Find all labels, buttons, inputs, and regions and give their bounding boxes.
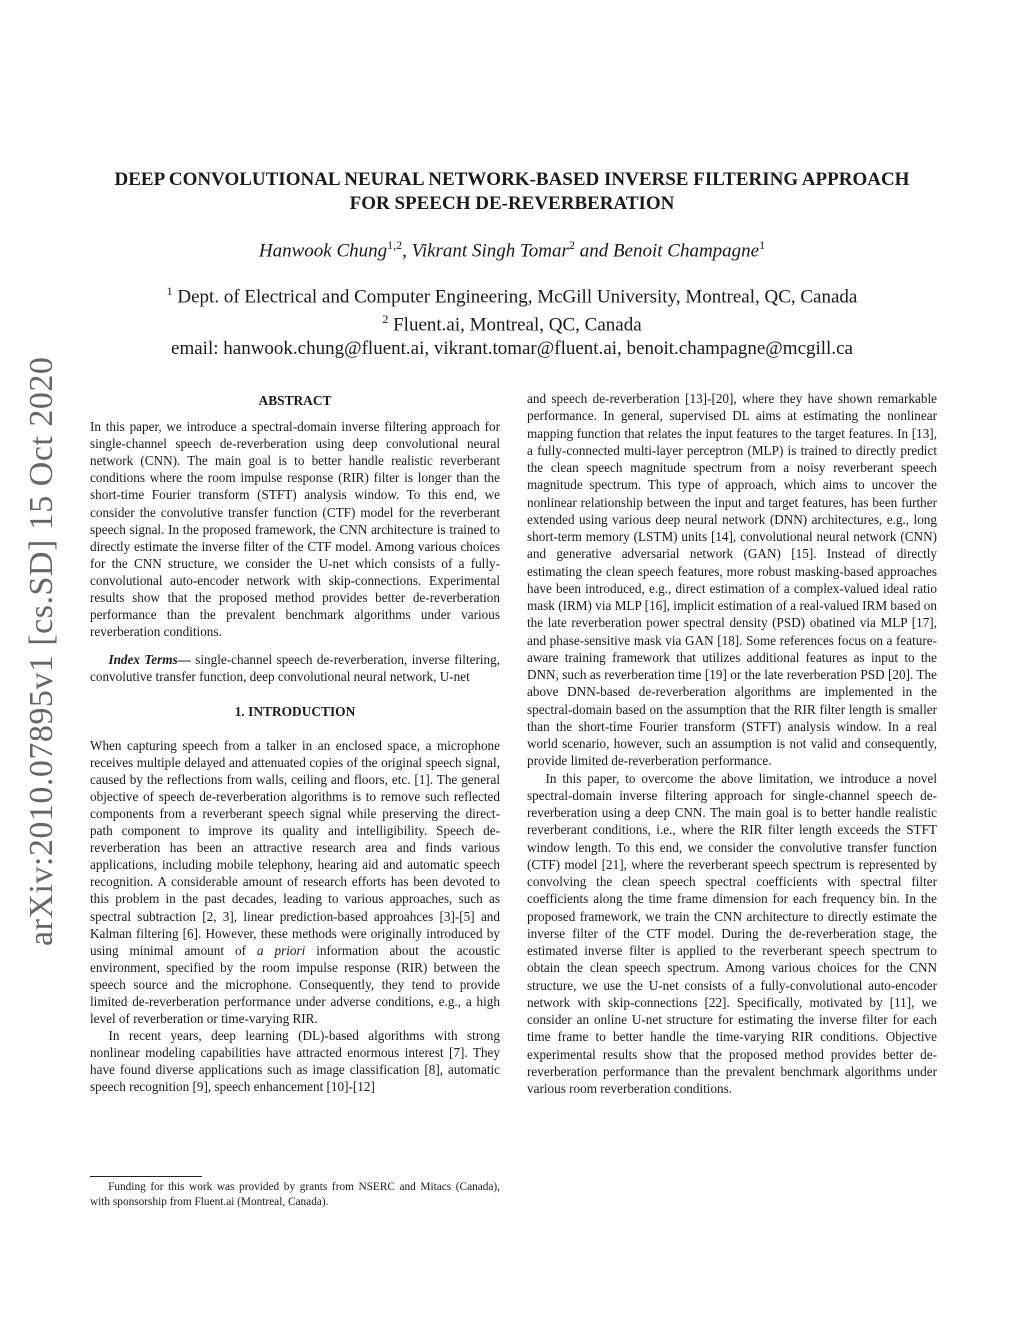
index-terms-text: single-channel speech de-reverberation, inverse filtering, convolutive transfer function, deep convolutional neural network, U-net	[90, 652, 500, 685]
author-1: Hanwook Chung	[258, 240, 388, 262]
intro-paragraph-3: and speech de-reverberation [13]-[20], where they have shown remarkable performance. In general, supervised DL aims at estimating the nonlinear mapping function that relates the input features to the target features. In [13], a fully-connected multi-layer perceptron (MLP) is trained to directly predict the clean speech magnitude spectrum from a noisy reverberant speech magnitude spectrum. This type of approach, which aims to uncover the nonlinear relationship between the input and target features, has been further extended using various deep neural network (DNN) architectures, e.g., long short-term memory (LSTM) units [14], convolutional neural network (CNN) and generative adversarial network (GAN) [15]. Instead of directly estimating the clean speech features, more robust masking-based approaches have been introduced, e.g., direct estimation of a complex-valued ideal ratio mask (IRM) via MLP [16], implicit estimation of a real-valued IRM based on the late reverberation power spectral density (PSD) obatined via MLP [17], and phase-sensitive mask via GAN [18]. Some references focus on a feature-aware training framework that utilizes additional features as input to the DNN, such as reverberation time [19] or the late reverberation PSD [20]. The above DNN-based de-reverberation algorithms are implemented in the spectral-domain based on the assumption that the RIR filter length is smaller than the short-time Fourier transform (STFT) analysis window. In a real world scenario, however, such an assumption is not valid and consequently, provide limited de-reverberation performance.	[527, 391, 937, 769]
left-column	[90, 392, 500, 1096]
abstract-heading: ABSTRACT	[258, 393, 332, 408]
affiliation-2-mark: 2	[382, 312, 389, 327]
index-terms	[90, 651, 500, 685]
paper-title	[60, 168, 964, 216]
abstract-text: In this paper, we introduce a spectral-domain inverse filtering approach for single-channel speech de-reverberation using deep convolutional neural network (CNN). The main goal is to better handle realistic reverberant conditions where the room impulse response (RIR) filter is longer than the short-time Fourier transform (STFT) analysis window. To this end, we consider the convolutive transfer function (CTF) model for the reverberant speech signal. In the proposed framework, the CNN architecture is trained to directly estimate the inverse filter of the CTF model. Among various choices for the CNN structure, we consider the U-net which consists of a fully-convolutional auto-encoder network with skip-connections. Experimental results show that the proposed method provides better de-reverberation performance than the prevalent benchmark algorithms under various reverberation conditions.	[90, 419, 500, 640]
author-3: and Benoit Champagne	[574, 240, 760, 262]
intro-p1-part-a: When capturing speech from a talker in an enclosed space, a microphone receives multiple delayed and attenuated copies of the original speech signal, caused by the reflections from walls, ceiling and floors, etc. [1]. The general objective of speech de-reverberation algorithms is to remove such reflected components from a reverberant speech signal while preserving the direct-path component to improve its quality and intelligibility. Speech de-reverberation has been an attractive research area and finds various applications, including mobile telephony, hearing aid and automatic speech recognition. A considerable amount of research efforts has been devoted to this problem in the past decades, leading to various approaches, such as spectral subtraction [2, 3], linear prediction-based approahces [3]-[5] and Kalman filtering [6]. However, these methods were originally introduced by using minimal amount of	[90, 737, 500, 958]
title-line-1: DEEP CONVOLUTIONAL NEURAL NETWORK-BASED INVERSE FILTERING APPROACH	[114, 169, 910, 190]
author-2: , Vikrant Singh Tomar	[402, 240, 569, 262]
intro-paragraph-4: In this paper, to overcome the above limitation, we introduce a novel spectral-domain inverse filtering approach for single-channel speech de-reverberation using a deep CNN. The main goal is to better handle realistic reverberant conditions, i.e., where the RIR filter length exceeds the STFT window length. To this end, we consider the convolutive transfer function (CTF) model [21], where the reverberant speech spectrum is represented by convolving the clean speech spectral coefficients with spectral filter coefficients along the time frame dimension for each frequency bin. In the proposed framework, we train the CNN architecture to directly estimate the inverse filter of the CTF model. During the de-reverberation stage, the estimated inverse filter is applied to the reverberant speech spectrum to obtain the clean speech spectrum. Among various choices for the CNN structure, we use the U-net consists of a fully-convolutional auto-encoder network with skip-connections [22]. Specifically, motivated by [11], we consider an online U-net structure for estimating the inverse filter for each time frame to better handle the time-varying RIR conditions. Objective experimental results show that the proposed method provides better de-reverberation performance than the prevalent benchmark algorithms under various room reverberation conditions.	[527, 770, 937, 1096]
introduction-heading: 1. INTRODUCTION	[234, 703, 356, 719]
funding-footnote: Funding for this work was provided by grants from NSERC and Mitacs (Canada), with sponsorship from Fluent.ai (Montreal, Canada).	[90, 1181, 500, 1208]
index-terms-label: Index Terms—	[108, 652, 191, 668]
footnote-divider	[90, 1176, 202, 1177]
affiliation-1-mark: 1	[166, 284, 173, 298]
right-column	[527, 390, 937, 1097]
affiliations	[60, 280, 964, 360]
author-1-affil: 1,2	[387, 238, 403, 252]
author-3-affil: 1	[759, 238, 766, 252]
affiliation-1-text: Dept. of Electrical and Computer Engineering, McGill University, Montreal, QC, Canada	[172, 286, 858, 308]
author-2-affil: 2	[568, 238, 575, 252]
affiliation-2	[60, 308, 964, 336]
intro-paragraph-2: In recent years, deep learning (DL)-based algorithms with strong nonlinear modeling capabilities have attracted enormous interest [7]. They have found diverse applications such as image classification [8], automatic speech recognition [9], speech enhancement [10]-[12]	[90, 1028, 500, 1095]
title-line-2: FOR SPEECH DE-REVERBERATION	[349, 193, 675, 214]
author-list	[60, 232, 964, 264]
intro-p1-part-b: information about the acoustic environment, specified by the room impulse response (RIR) between the speech source and the microphone. Consequently, they tend to provide limited de-reverberation performance under adverse conditions, e.g., a high level of reverberation or time-varying RIR.	[90, 942, 500, 1027]
email-line: email: hanwook.chung@fluent.ai, vikrant.tomar@fluent.ai, benoit.champagne@mcgill.ca	[171, 337, 853, 359]
arxiv-identifier: arXiv:2010.07895v1 [cs.SD] 15 Oct 2020	[23, 356, 60, 946]
intro-paragraph-1	[90, 737, 500, 1028]
affiliation-2-text: Fluent.ai, Montreal, QC, Canada	[388, 314, 642, 336]
intro-p1-italic: a priori	[256, 942, 306, 958]
affiliation-1	[60, 280, 964, 308]
